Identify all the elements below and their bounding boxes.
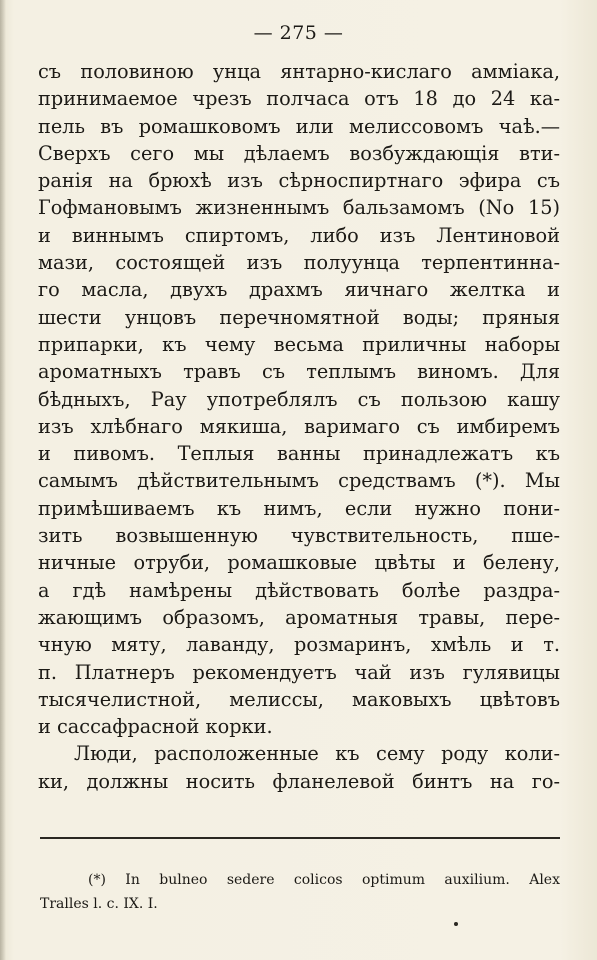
text-line: ки, должны носить фланелевой бинтъ на го- <box>38 769 560 793</box>
footnote <box>40 868 560 916</box>
text-line: жающимъ образомъ, ароматныя травы, пере- <box>38 605 560 629</box>
text-line: самымъ дѣйствительнымъ средствамъ (*). Мы <box>38 469 560 493</box>
text-line: съ половиною унца янтарно-кислаго амміака, <box>38 60 560 83</box>
text-line: и пивомъ. Теплыя ванны принадлежатъ къ <box>38 442 560 466</box>
text-line: и виннымъ спиртомъ, либо изъ Лентиновой <box>38 223 560 247</box>
text-line: ничные отруби, ромашковые цвѣты и белену, <box>38 551 560 575</box>
binding-shadow <box>0 0 6 960</box>
page-number: — 275 — <box>253 22 344 44</box>
text-line: ранія на брюхѣ изъ сѣрноспиртнаго эфира съ <box>38 169 560 193</box>
text-line: ароматныхъ травъ съ теплымъ виномъ. Для <box>38 360 560 384</box>
text-line: Сверхъ сего мы дѣлаемъ возбуждающія вти- <box>38 141 560 165</box>
ink-speck <box>454 922 458 926</box>
footnote-line: (*) In bulneo sedere colicos optimum auxilium. Alex <box>88 872 560 888</box>
text-line: го масла, двухъ драхмъ яичнаго желтка и <box>38 278 560 302</box>
text-line: принимаемое чрезъ полчаса отъ 18 до 24 ка- <box>38 87 560 111</box>
text-line: чную мяту, лаванду, розмаринъ, хмѣль и т. <box>38 633 560 657</box>
text-line: и сассафрасной корки. <box>38 715 273 739</box>
text-line: а гдѣ намѣрены дѣйствовать болѣе раздра- <box>38 578 560 602</box>
text-line: мази, состоящей изъ полуунца терпентинна- <box>38 251 560 275</box>
text-line: тысячелистной, мелиссы, маковыхъ цвѣтовъ <box>38 687 560 711</box>
footnote-divider <box>40 837 560 839</box>
text-line: изъ хлѣбнаго мякиша, варимаго съ имбиремъ <box>38 414 560 438</box>
text-line: примѣшиваемъ къ нимъ, если нужно пони- <box>38 496 560 520</box>
paragraph-start-line: Люди, расположенные къ сему роду коли- <box>74 742 560 766</box>
text-line: п. Платнеръ рекомендуетъ чай изъ гулявицы <box>38 660 560 684</box>
text-line: Гофмановымъ жизненнымъ бальзамомъ (No 15) <box>38 196 560 220</box>
footnote-line: Tralles l. c. IX. I. <box>40 896 158 912</box>
text-line: припарки, къ чему весьма приличны наборы <box>38 332 560 356</box>
text-line: пель въ ромашковомъ или мелиссовомъ чаѣ.— <box>38 114 560 138</box>
text-line: шести унцовъ перечномятной воды; пряныя <box>38 305 560 329</box>
text-line: зить возвышенную чувствительность, пше- <box>38 524 560 548</box>
main-text <box>38 58 560 795</box>
text-line: бѣдныхъ, Рау употреблялъ съ пользою кашу <box>38 387 560 411</box>
